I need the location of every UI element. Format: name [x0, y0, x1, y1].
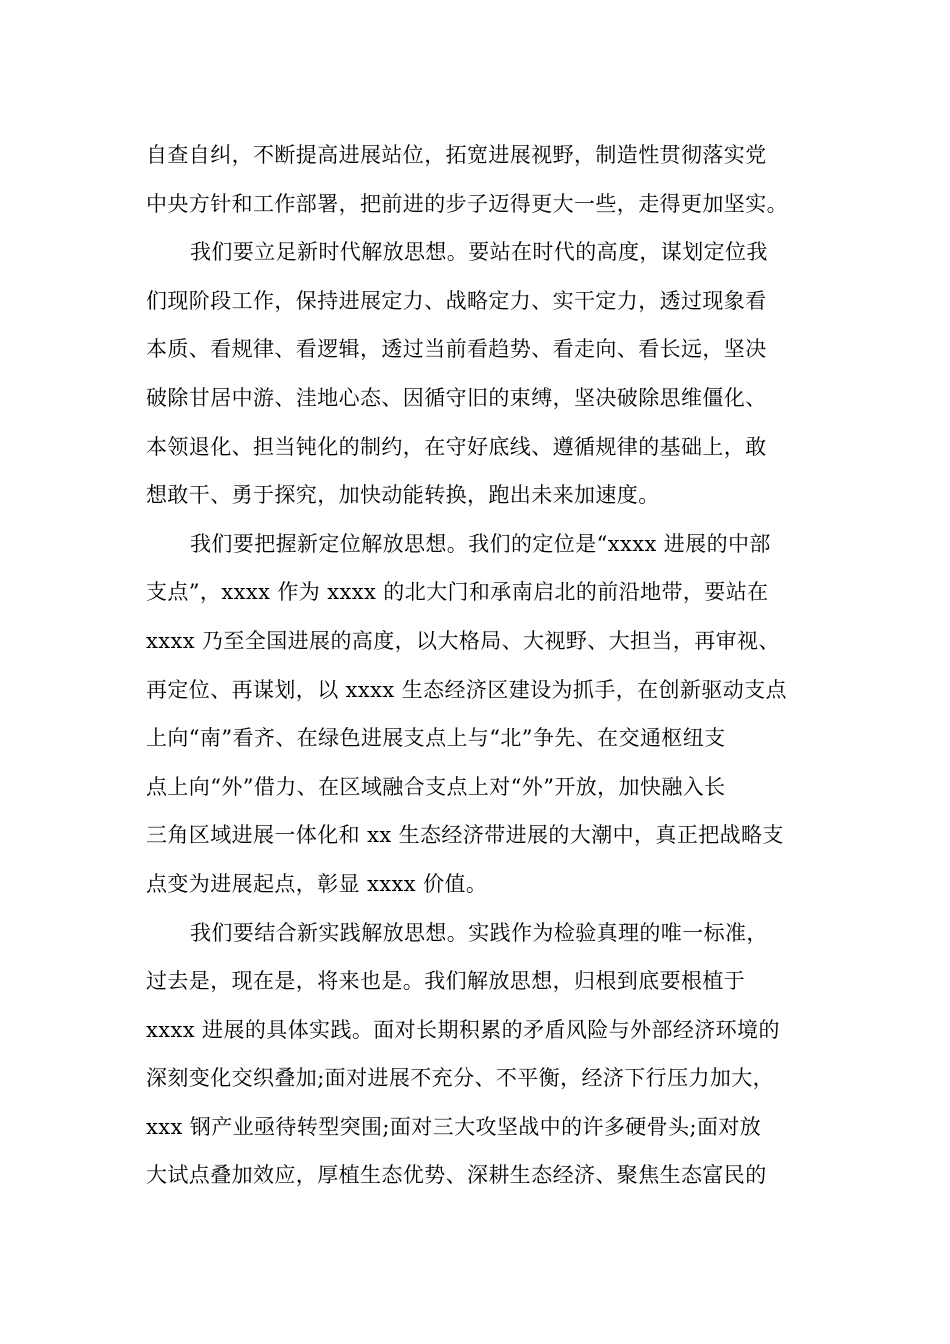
text-line: 大试点叠加效应，厚植生态优势、深耕生态经济、聚焦生态富民的 [146, 1163, 767, 1188]
text-line: 破除甘居中游、洼地心态、因循守旧的束缚，坚决破除思维僵化、 [146, 385, 767, 410]
text-line: 我们要把握新定位解放思想。我们的定位是“xxxx 进展的中部 [190, 531, 771, 556]
text-line: xxxx 乃至全国进展的高度，以大格局、大视野、大担当，再审视、 [146, 628, 780, 653]
text-line: 支点”，xxxx 作为 xxxx 的北大门和承南启北的前沿地带，要站在 [146, 580, 769, 605]
text-line: 点上向“外”借力、在区域融合支点上对“外”开放，加快融入长 [146, 774, 726, 799]
text-line: 本质、看规律、看逻辑，透过当前看趋势、看走向、看长远，坚决 [146, 337, 767, 362]
text-line: 三角区域进展一体化和 xx 生态经济带进展的大潮中，真正把战略支 [146, 823, 784, 848]
text-line: 深刻变化交织叠加;面对进展不充分、不平衡，经济下行压力加大， [146, 1066, 775, 1091]
text-line: 上向“南”看齐、在绿色进展支点上与“北”争先、在交通枢纽支 [146, 726, 726, 751]
paragraph [146, 131, 810, 228]
document-body [146, 131, 810, 1200]
text-line: 们现阶段工作，保持进展定力、战略定力、实干定力，透过现象看 [146, 288, 767, 313]
text-line: xxxx 进展的具体实践。面对长期积累的矛盾风险与外部经济环境的 [146, 1017, 780, 1042]
text-line: 再定位、再谋划，以 xxxx 生态经济区建设为抓手，在创新驱动支点 [146, 677, 787, 702]
text-line: 点变为进展起点，彰显 xxxx 价值。 [146, 871, 488, 896]
paragraph [146, 520, 810, 909]
text-line: 中央方针和工作部署，把前进的步子迈得更大一些，走得更加坚实。 [146, 191, 788, 216]
text-line: 我们要结合新实践解放思想。实践作为检验真理的唯一标准， [190, 920, 768, 945]
text-line: 过去是，现在是，将来也是。我们解放思想，归根到底要根植于 [146, 969, 746, 994]
paragraph [146, 228, 810, 520]
text-line: 本领退化、担当钝化的制约，在守好底线、遵循规律的基础上，敢 [146, 434, 767, 459]
paragraph [146, 909, 810, 1201]
text-line: xxx 钢产业亟待转型突围;面对三大攻坚战中的许多硬骨头;面对放 [146, 1114, 762, 1139]
text-line: 想敢干、勇于探究，加快动能转换，跑出未来加速度。 [146, 483, 660, 508]
text-line: 我们要立足新时代解放思想。要站在时代的高度，谋划定位我 [190, 240, 768, 265]
text-line: 自查自纠，不断提高进展站位，拓宽进展视野，制造性贯彻落实党 [146, 143, 767, 167]
